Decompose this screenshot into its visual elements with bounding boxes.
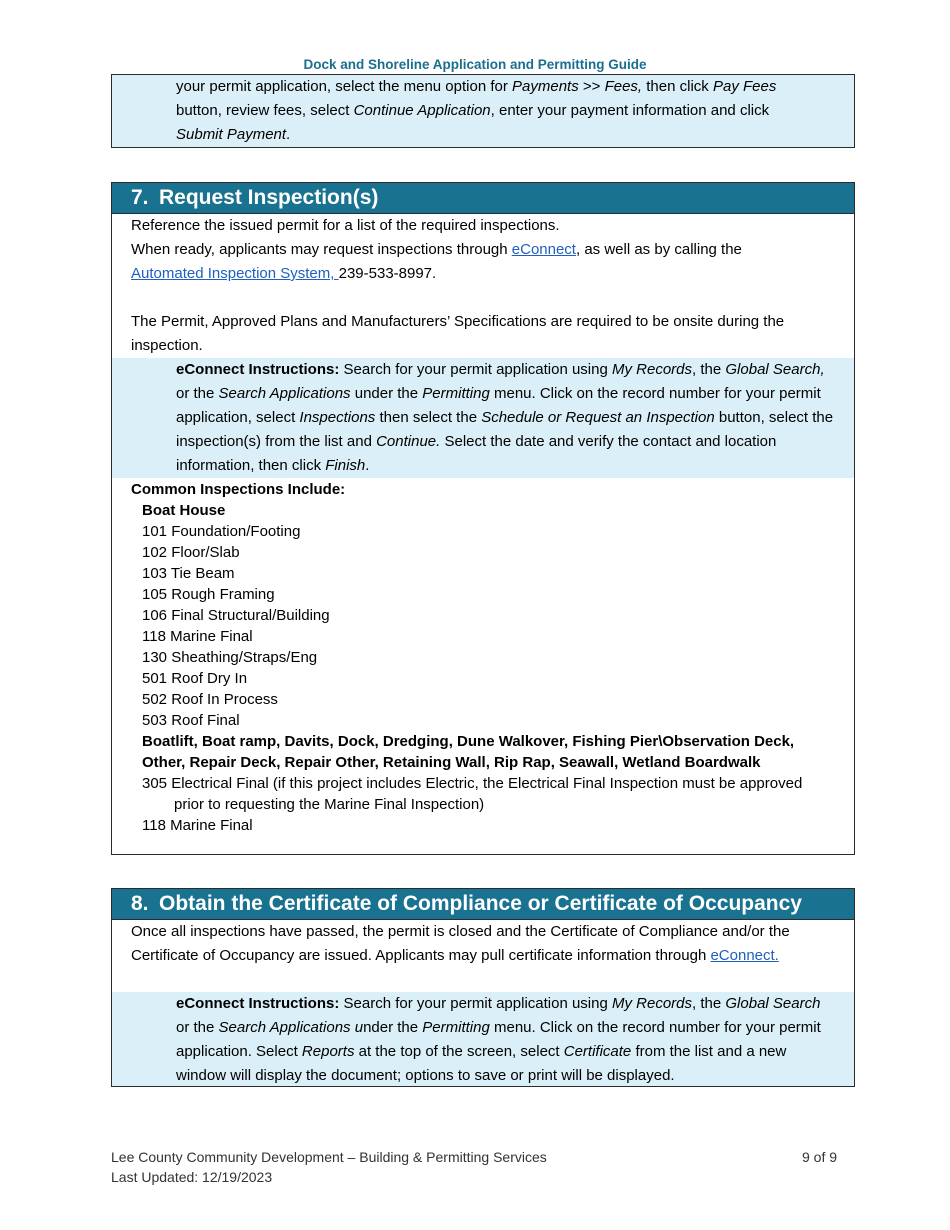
- text: , the: [692, 995, 726, 1012]
- text: menu. Click on the record number for your permit application, select: [176, 385, 821, 426]
- automated-inspection-system-link[interactable]: Automated Inspection System,: [131, 265, 339, 282]
- text: Search for your permit application using: [339, 995, 612, 1012]
- paragraph: The Permit, Approved Plans and Manufacturers’ Specifications are required to be onsite during the inspection.: [131, 313, 785, 354]
- document-header-title: Dock and Shoreline Application and Permitting Guide: [303, 57, 647, 72]
- list-item: 305 Electrical Final (if this project includes Electric, the Electrical Final Inspection must be approved prior to requesting the Marine Final Inspection): [142, 775, 803, 813]
- paragraph: [131, 238, 836, 286]
- list-item: 105 Rough Framing: [142, 586, 275, 603]
- text: your permit application, select the menu option for: [176, 78, 513, 95]
- econnect-link[interactable]: eConnect.: [710, 947, 779, 964]
- my-records-label: My Records: [612, 361, 693, 378]
- search-applications-label: Search Applications u: [218, 1019, 364, 1036]
- phone-number: 239-533-8997.: [338, 265, 437, 282]
- previous-section-box: [111, 74, 855, 148]
- paragraph: Once all inspections have passed, the permit is closed and the Certificate of Compliance and/or the Certificate of Occupancy are issued. Applicants may pull certificate information through: [131, 923, 790, 964]
- list-item: 503 Roof Final: [142, 712, 240, 729]
- instructions-label: eConnect Instructions:: [176, 995, 340, 1012]
- section-number: 8.: [131, 892, 149, 915]
- list-item: 118 Marine Final: [142, 628, 253, 645]
- finish-label: Finish: [325, 457, 366, 474]
- other-structures-heading: Boatlift, Boat ramp, Davits, Dock, Dredging, Dune Walkover, Fishing Pier\Observation Deck, Other, Repair Deck, Repair Other, Retaining Wall, Rip Rap, Seawall, Wetland Boardwalk: [142, 733, 795, 771]
- text: under the: [350, 385, 423, 402]
- menu-payments: Payments: [512, 78, 579, 95]
- list-item: 118 Marine Final: [142, 817, 253, 834]
- list-item: 106 Final Structural/Building: [142, 607, 330, 624]
- reports-label: Reports: [301, 1043, 355, 1060]
- list-item: 130 Sheathing/Straps/Eng: [142, 649, 318, 666]
- text: menu. Click on the record number for your permit application. Select: [176, 1019, 821, 1060]
- list-item: 502 Roof In Process: [142, 691, 278, 708]
- footer: [111, 1147, 547, 1187]
- continue-application-label: Continue Application: [353, 102, 491, 119]
- section-8-body: [112, 920, 854, 992]
- text: When ready, applicants may request inspections through: [131, 241, 512, 258]
- econnect-link[interactable]: eConnect: [511, 241, 576, 258]
- menu-fees: Fees,: [604, 78, 643, 95]
- section-title: Request Inspection(s): [159, 186, 379, 209]
- footer-last-updated: Last Updated: 12/19/2023: [111, 1169, 273, 1185]
- my-records-label: My Records: [612, 995, 693, 1012]
- list-item: 501 Roof Dry In: [142, 670, 248, 687]
- payment-instructions: [112, 75, 854, 147]
- section-7-heading: [112, 183, 854, 214]
- section-8-heading: [112, 889, 854, 920]
- text: at the top of the screen, select: [354, 1043, 564, 1060]
- certificate-label: Certificate: [563, 1043, 632, 1060]
- submit-payment-label: Submit Payment: [176, 126, 287, 143]
- inspections-label: Inspections: [299, 409, 376, 426]
- page-number: 9 of 9: [802, 1149, 838, 1165]
- section-title: Obtain the Certificate of Compliance or Certificate of Occupancy: [159, 892, 802, 915]
- list-item: 101 Foundation/Footing: [142, 523, 301, 540]
- text: nder the: [363, 1019, 423, 1036]
- section-7-body: [112, 214, 854, 358]
- text: from the list and a new window will display the document; options to save or print will be displayed.: [176, 1043, 787, 1084]
- continue-label: Continue.: [376, 433, 441, 450]
- text: button, select the inspection(s) from the list and: [176, 409, 834, 450]
- list-item: 102 Floor/Slab: [142, 544, 240, 561]
- text: or the: [176, 1019, 219, 1036]
- global-search-label: Global Search: [725, 995, 821, 1012]
- section-request-inspections: [111, 182, 855, 855]
- common-inspections: [112, 478, 854, 836]
- text: , the: [692, 361, 726, 378]
- text: >>: [578, 78, 605, 95]
- text: .: [365, 457, 370, 474]
- search-applications-label: Search Applications: [218, 385, 351, 402]
- section-7-econnect-instructions: [112, 358, 854, 478]
- section-8-econnect-instructions: [112, 992, 854, 1086]
- instructions-label: eConnect Instructions:: [176, 361, 340, 378]
- text: or the: [176, 385, 219, 402]
- permitting-label: Permitting: [422, 1019, 490, 1036]
- paragraph: Reference the issued permit for a list of the required inspections.: [131, 217, 560, 234]
- text: Select the date and verify the contact and location information, then click: [176, 433, 777, 474]
- footer-organization: Lee County Community Development – Building & Permitting Services: [111, 1149, 547, 1165]
- pay-fees-label: Pay Fees: [712, 78, 777, 95]
- text: .: [286, 126, 291, 143]
- permitting-label: Permitting: [422, 385, 490, 402]
- common-inspections-heading: Common Inspections Include:: [131, 481, 346, 498]
- text: Search for your permit application using: [339, 361, 612, 378]
- text: then click: [642, 78, 713, 95]
- schedule-inspection-label: Schedule or Request an Inspection: [481, 409, 715, 426]
- global-search-label: Global Search,: [725, 361, 825, 378]
- text: then select the: [375, 409, 482, 426]
- list-item: 103 Tie Beam: [142, 565, 235, 582]
- section-number: 7.: [131, 186, 149, 209]
- boat-house-heading: Boat House: [142, 502, 226, 519]
- text: , as well as by calling the: [575, 241, 742, 258]
- section-obtain-certificate: [111, 888, 855, 1087]
- text: , enter your payment information and click: [490, 102, 770, 119]
- text: button, review fees, select: [176, 102, 354, 119]
